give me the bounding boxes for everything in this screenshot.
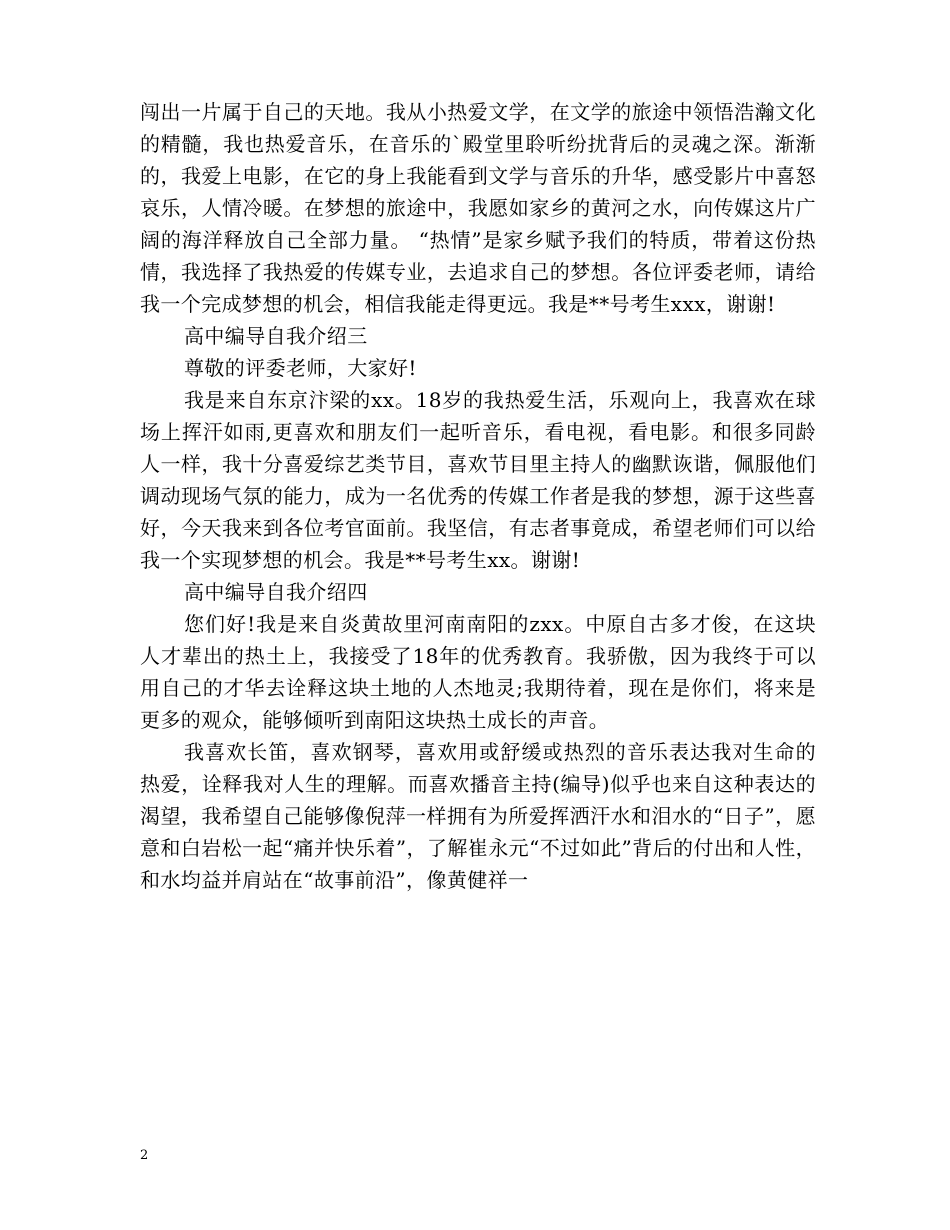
intro-three-paragraph: 我是来自东京汴梁的xx。18岁的我热爱生活，乐观向上，我喜欢在球场上挥汗如雨,更喜欢和朋友们一起听音乐，看电视，看电影。和很多同龄人一样，我十分喜爱综艺类节目，喜欢节目里主持人的幽默诙谐，佩服他们调动现场气氛的能力，成为一名优秀的传媒工作者是我的梦想，源于这些喜好，今天我来到各位考官面前。我坚信，有志者事竟成，希望老师们可以给我一个实现梦想的机会。我是**号考生xx。谢谢! bbox=[140, 388, 816, 572]
page-number: 2 bbox=[140, 1148, 149, 1163]
body-text bbox=[140, 96, 816, 896]
paragraph-continuation: 闯出一片属于自己的天地。我从小热爱文学，在文学的旅途中领悟浩瀚文化的精髓，我也热爱音乐，在音乐的`殿堂里聆听纷扰背后的灵魂之深。渐渐的，我爱上电影，在它的身上我能看到文学与音乐的升华，感受影片中喜怒哀乐，人情冷暖。在梦想的旅途中，我愿如家乡的黄河之水，向传媒这片广阔的海洋释放自己全部力量。 “热情”是家乡赋予我们的特质，带着这份热情，我选择了我热爱的传媒专业，去追求自己的梦想。各位评委老师，请给我一个完成梦想的机会，相信我能走得更远。我是**号考生xxx，谢谢! bbox=[140, 100, 816, 316]
intro-four-paragraph-1: 您们好!我是来自炎黄故里河南南阳的zxx。中原自古多才俊，在这块人才辈出的热土上，我接受了18年的优秀教育。我骄傲，因为我终于可以用自己的才华去诠释这块土地的人杰地灵;我期待着，现在是你们，将来是更多的观众，能够倾听到南阳这块热土成长的声音。 bbox=[140, 612, 816, 732]
intro-four-paragraph-2: 我喜欢长笛，喜欢钢琴，喜欢用或舒缓或热烈的音乐表达我对生命的热爱，诠释我对人生的理解。而喜欢播音主持(编导)似乎也来自这种表达的渴望，我希望自己能够像倪萍一样拥有为所爱挥洒汗水和泪水的“日子”，愿意和白岩松一起“痛并快乐着”，了解崔永元“不过如此”背后的付出和人性，和水均益并肩站在“故事前沿”，像黄健祥一 bbox=[140, 740, 816, 892]
section-heading-four: 高中编导自我介绍四 bbox=[184, 580, 368, 604]
section-heading-three: 高中编导自我介绍三 bbox=[184, 324, 368, 348]
greeting-paragraph: 尊敬的评委老师，大家好! bbox=[184, 356, 417, 380]
